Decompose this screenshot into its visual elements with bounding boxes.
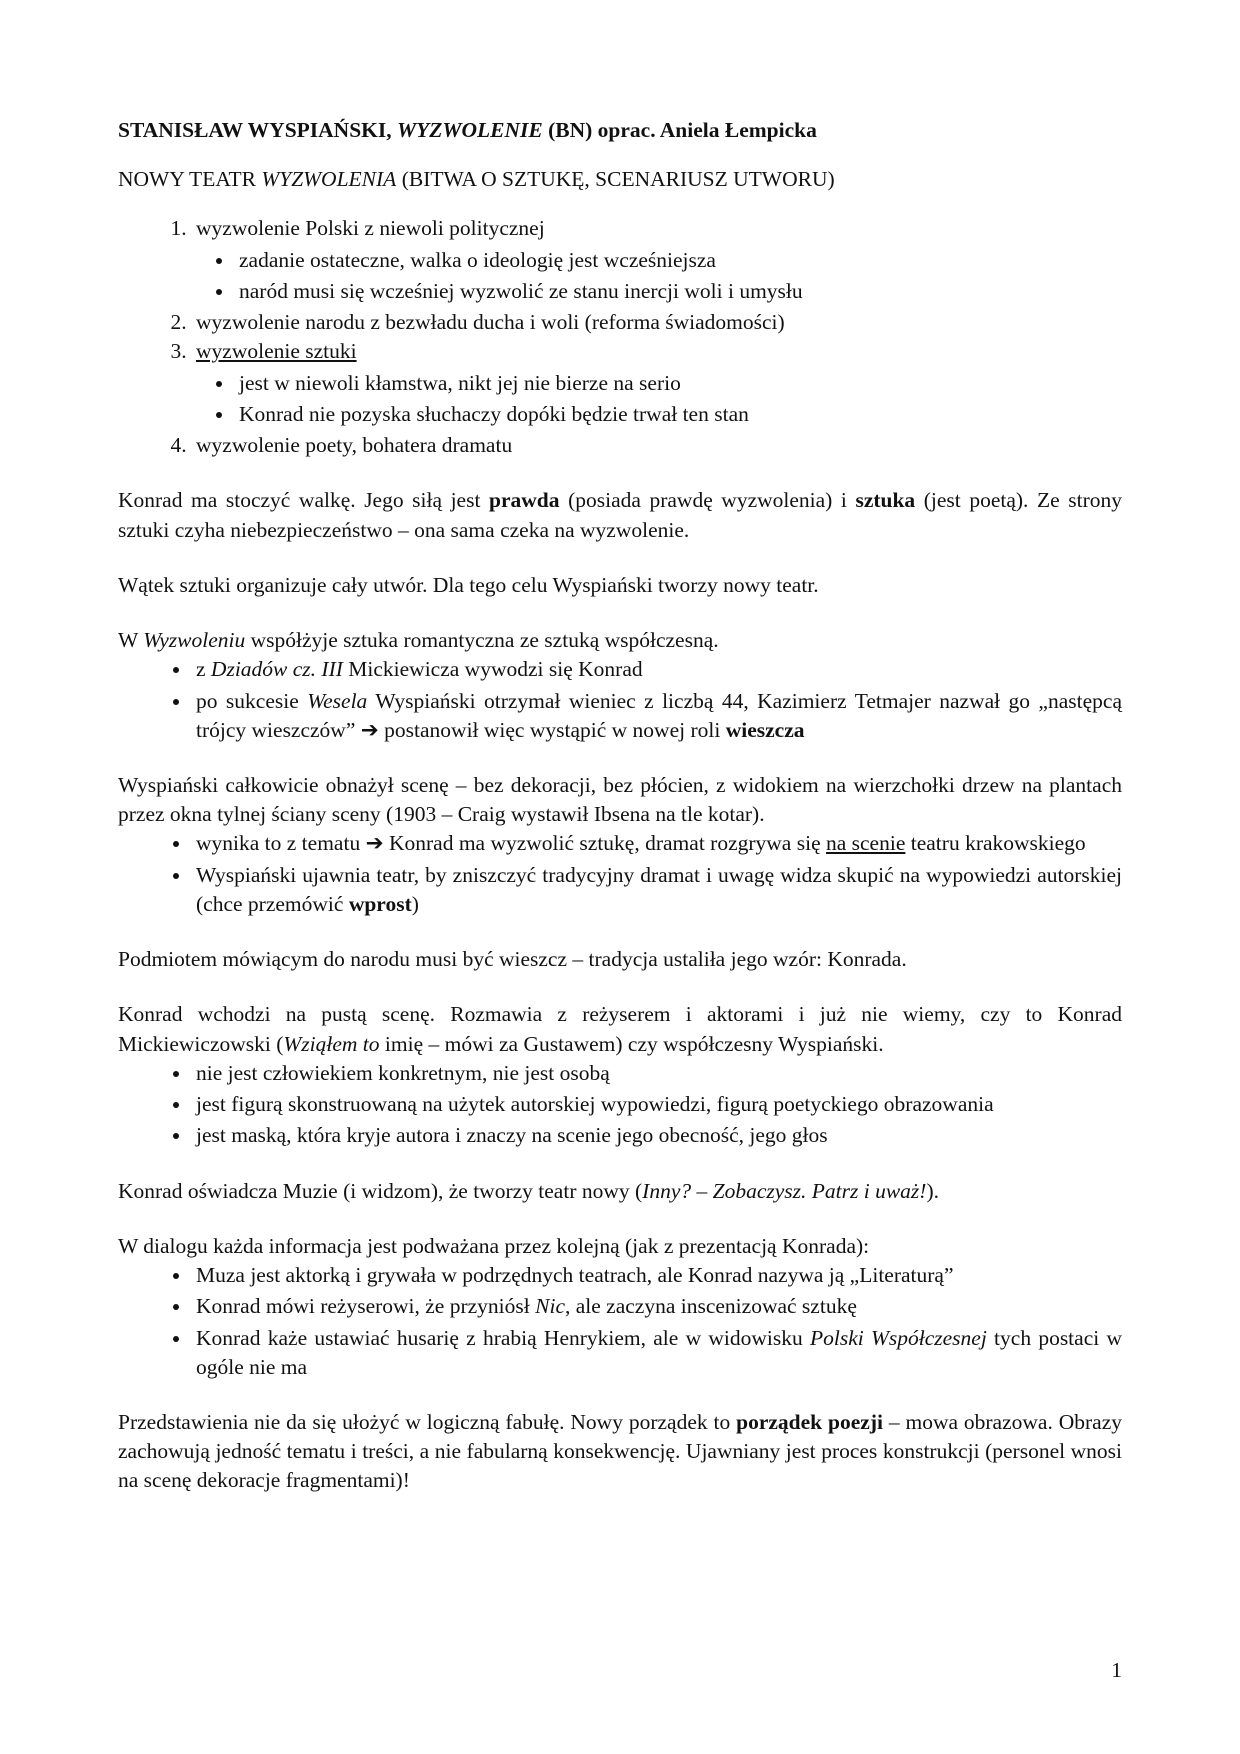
bold-term: wieszcza xyxy=(725,717,805,742)
bullet-item xyxy=(235,277,1122,306)
text-run: W xyxy=(118,628,144,653)
liberation-outline xyxy=(118,214,1122,460)
text-run: Konrad każe ustawiać husarię z hrabią Henrykiem, ale w widowisku xyxy=(196,1325,810,1350)
text-run: Konrad wchodzi na pustą scenę. Rozmawia z reżyserem i aktorami i już nie wiemy, czy to Konrad Mickiewiczowski ( xyxy=(118,1002,1122,1056)
bold-term: prawda xyxy=(489,488,560,513)
bullet-item xyxy=(192,687,1122,745)
text-run: (jest poetą). Ze strony sztuki czyha niebezpieczeństwo – ona sama czeka na wyzwolenie. xyxy=(118,488,1122,542)
text-run: Wyspiański całkowicie obnażył scenę – bez dekoracji, bez płócien, z widokiem na wierzchołki drzew na plantach przez okna tylnej ściany sceny (1903 – Craig wystawił Ibsena na tle kotar). xyxy=(118,772,1122,827)
outline-sublist xyxy=(196,246,1122,306)
text-run: tych postaci w ogóle nie ma xyxy=(196,1325,1122,1379)
outline-item xyxy=(192,214,1122,306)
text-run: wynika to z tematu xyxy=(196,831,366,856)
bullet-item xyxy=(235,369,1122,398)
bullet-item xyxy=(192,1261,1122,1290)
paragraph xyxy=(118,1232,1122,1261)
text-run: teatru krakowskiego xyxy=(905,831,1086,856)
section-heading-part: (BITWA O SZTUKĘ, SCENARIUSZ UTWORU) xyxy=(396,167,835,192)
text-run: , ale zaczyna inscenizować sztukę xyxy=(564,1294,857,1319)
text-run: Muza jest aktorką i grywała w podrzędnych teatrach, ale Konrad nazywa ją „Literaturą” xyxy=(196,1263,954,1288)
italic-title: Polski Współczesnej xyxy=(809,1325,987,1350)
text-run: Konrad ma wyzwolić sztukę, dramat rozgrywa się xyxy=(383,831,826,856)
text-run: Podmiotem mówiącym do narodu musi być wieszcz – tradycja ustaliła jego wzór: Konrada. xyxy=(118,947,907,972)
outline-sublist xyxy=(196,369,1122,429)
underlined-term: na scenie xyxy=(825,831,906,856)
text-run: – mowa obrazowa. Obrazy zachowują jedność tematu i treści, a nie fabularną konsekwencję. Ujawniany jest proces konstrukcji (personel wnosi na scenę dekoracje fragmentami)! xyxy=(118,1409,1122,1493)
bullet-item xyxy=(235,246,1122,275)
title-rest: (BN) oprac. Aniela Łempicka xyxy=(542,118,817,142)
text-run: Konrad ma stoczyć walkę. Jego siłą jest xyxy=(118,488,490,513)
section-heading xyxy=(118,165,1122,194)
bold-term: sztuka xyxy=(855,488,916,513)
italic-title: Wesela xyxy=(307,688,368,713)
bullet-item xyxy=(192,1090,1122,1119)
arrow-icon: ➔ xyxy=(365,831,384,856)
document-title xyxy=(118,116,1122,145)
bullet-list xyxy=(118,1059,1122,1151)
title-author: STANISŁAW WYSPIAŃSKI, xyxy=(118,118,397,142)
text-run: Konrad mówi reżyserowi, że przyniósł xyxy=(196,1294,536,1319)
bullet-text: zadanie ostateczne, walka o ideologię jest wcześniejsza xyxy=(239,247,716,272)
italic-title: Wyzwoleniu xyxy=(143,628,246,653)
outline-item xyxy=(192,337,1122,429)
text-run: Wyspiański ujawnia teatr, by zniszczyć tradycyjny dramat i uwagę widza skupić na wypowiedzi autorskiej (chce przemówić xyxy=(196,862,1122,916)
outline-item-text: wyzwolenie poety, bohatera dramatu xyxy=(196,433,513,458)
outline-item-text: wyzwolenie sztuki xyxy=(196,339,357,364)
bold-term: porządek poezji xyxy=(736,1409,883,1434)
text-run: ) xyxy=(411,891,419,916)
outline-item-text: wyzwolenie narodu z bezwładu ducha i woli (reforma świadomości) xyxy=(196,310,785,335)
bullet-list xyxy=(118,829,1122,919)
outline-item xyxy=(192,308,1122,337)
text-run: Konrad oświadcza Muzie (i widzom), że tworzy teatr nowy ( xyxy=(118,1178,643,1203)
bullet-item xyxy=(192,861,1122,919)
bullet-item xyxy=(192,655,1122,684)
bullet-item xyxy=(192,1324,1122,1382)
section-heading-work: WYZWOLENIA xyxy=(261,167,397,192)
text-run: Przedstawienia nie da się ułożyć w logiczną fabułę. Nowy porządek to xyxy=(118,1409,737,1434)
text-run: jest figurą skonstruowaną na użytek autorskiej wypowiedzi, figurą poetyckiego obrazowania xyxy=(196,1092,994,1117)
text-run: postanowił więc wystąpić w nowej roli xyxy=(378,717,726,742)
bullet-text: Konrad nie pozyska słuchaczy dopóki będzie trwał ten stan xyxy=(239,401,749,426)
bullet-item xyxy=(192,1059,1122,1088)
italic-quote: Wziąłem to xyxy=(283,1031,380,1056)
bullet-list xyxy=(118,655,1122,745)
arrow-icon: ➔ xyxy=(360,717,379,742)
bold-term: wprost xyxy=(348,891,412,916)
bullet-text: jest w niewoli kłamstwa, nikt jej nie bierze na serio xyxy=(239,370,681,395)
text-run: współżyje sztuka romantyczna ze sztuką współczesną. xyxy=(245,628,719,653)
italic-quote: Inny? – Zobaczysz. Patrz i uważ! xyxy=(642,1178,927,1203)
outline-item-text: wyzwolenie Polski z niewoli politycznej xyxy=(196,216,545,241)
bullet-item xyxy=(192,1292,1122,1321)
paragraph xyxy=(118,571,1122,600)
bullet-item xyxy=(192,1121,1122,1150)
text-run: imię – mówi za Gustawem) czy współczesny Wyspiański. xyxy=(379,1031,884,1056)
italic-title: Nic xyxy=(535,1294,565,1319)
text-run: po sukcesie xyxy=(196,688,308,713)
text-run: Wyspiański otrzymał wieniec z liczbą 44, Kazimierz Tetmajer nazwał go „następcą trójcy wieszczów” xyxy=(196,688,1122,742)
outline-item xyxy=(192,431,1122,460)
bullet-text: naród musi się wcześniej wyzwolić ze stanu inercji woli i umysłu xyxy=(239,278,803,303)
text-run: Mickiewicza wywodzi się Konrad xyxy=(342,657,643,682)
paragraph xyxy=(118,626,1122,655)
text-run: nie jest człowiekiem konkretnym, nie jest osobą xyxy=(196,1060,610,1085)
title-work: WYZWOLENIE xyxy=(397,118,543,142)
text-run: W dialogu każda informacja jest podważana przez kolejną (jak z prezentacją Konrada): xyxy=(118,1233,870,1258)
paragraph xyxy=(118,1177,1122,1206)
paragraph xyxy=(118,486,1122,544)
text-run: jest maską, która kryje autora i znaczy na scenie jego obecność, jego głos xyxy=(196,1123,828,1148)
bullet-item xyxy=(192,829,1122,858)
bullet-item xyxy=(235,400,1122,429)
page-number: 1 xyxy=(1111,1658,1122,1682)
italic-title: Dziadów cz. III xyxy=(210,657,343,682)
text-run: Wątek sztuki organizuje cały utwór. Dla tego celu Wyspiański tworzy nowy teatr. xyxy=(118,572,819,597)
paragraph xyxy=(118,1000,1122,1058)
section-heading-part: NOWY TEATR xyxy=(118,167,262,192)
paragraph xyxy=(118,1408,1122,1496)
text-run: ). xyxy=(926,1178,939,1203)
paragraph xyxy=(118,771,1122,829)
text-run: (posiada prawdę wyzwolenia) i xyxy=(559,488,856,513)
paragraph xyxy=(118,945,1122,974)
bullet-list xyxy=(118,1261,1122,1382)
text-run: z xyxy=(196,657,211,682)
